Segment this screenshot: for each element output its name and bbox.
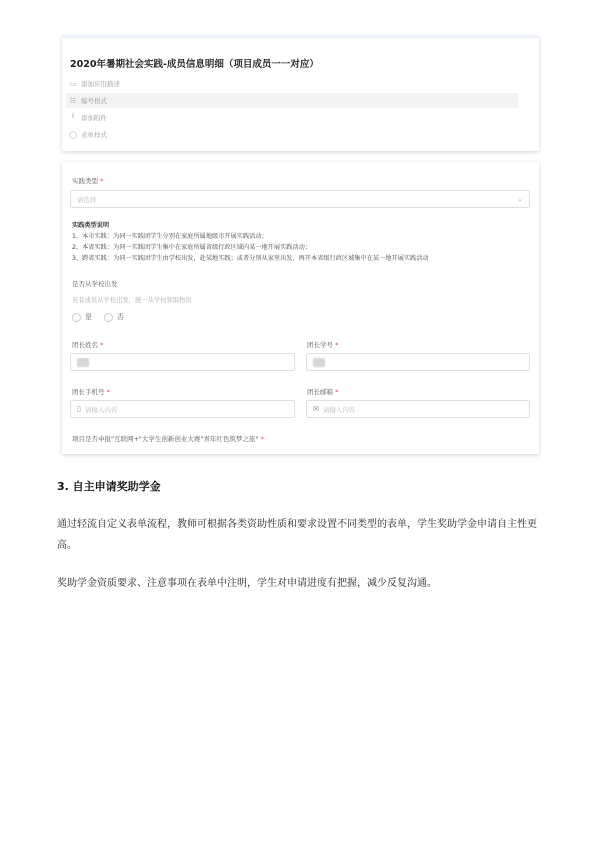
numbering-format-option[interactable] xyxy=(66,93,518,108)
description-title: 实践类型说明 xyxy=(72,222,110,229)
leader-id-input[interactable] xyxy=(306,353,530,371)
upload-icon: ⭱ xyxy=(71,112,75,120)
chevron-down-icon: ⌄ xyxy=(517,195,523,203)
style-icon: ◯ xyxy=(69,130,77,139)
radio-no[interactable] xyxy=(104,313,113,322)
depart-from-school-label: 是否从学校出发 xyxy=(72,280,118,288)
description-line: 2、本省实践：为同一实践团学生集中在家庭所属省级行政区域内某一地开展实践活动； xyxy=(72,244,312,251)
leader-name-label: 团长姓名 * xyxy=(72,341,104,349)
list-format-icon: ☷ xyxy=(69,96,77,105)
bottom-question-label: 项目是否申报"互联网+"大学生创新创业大赛"青年红色筑梦之旅" * xyxy=(72,435,264,443)
redacted-value xyxy=(77,358,89,367)
comment-icon: ▭ xyxy=(69,79,77,88)
section-heading: 3. 自主申请奖助学金 xyxy=(57,480,161,493)
leader-email-label: 团长邮箱 * xyxy=(307,388,339,396)
mail-icon: ✉ xyxy=(313,405,319,413)
leader-name-input[interactable] xyxy=(70,353,295,371)
leader-id-label: 团长学号 * xyxy=(307,341,339,349)
option-label: 编号格式 xyxy=(81,97,107,105)
add-attachment-option[interactable] xyxy=(66,110,518,125)
radio-no-label: 否 xyxy=(117,313,124,321)
description-line: 3、跨省实践：为同一实践团学生由学校出发，赴某地实践；或者分别从家里出发，再开本省级行政区域集中在某一地开展实践活动 xyxy=(72,255,429,262)
depart-radio-group xyxy=(72,312,136,322)
radio-yes[interactable] xyxy=(72,313,81,322)
option-label: 添加应用描述 xyxy=(81,80,120,88)
paragraph-2: 奖助学金资质要求、注意事项在表单中注明，学生对申请进度有把握，减少反复沟通。 xyxy=(57,578,437,589)
form-title: 2020年暑期社会实践-成员信息明细（项目成员一一对应） xyxy=(70,59,319,70)
description-line: 1、本市实践：为同一实践团学生分别在家庭所属地级市开展实践活动； xyxy=(72,233,268,240)
option-label: 表单样式 xyxy=(81,131,107,139)
leader-email-input[interactable]: ✉ 请输入内容 xyxy=(306,400,530,418)
add-description-option[interactable] xyxy=(66,76,518,91)
depart-hint: 若有成员从学校出发，统一从学校领取物资 xyxy=(72,297,192,304)
paragraph-1: 通过轻流自定义表单流程，教师可根据各类资助性质和要求设置不同类型的表单，学生奖助学金申请自主性更高。 xyxy=(57,519,537,551)
leader-phone-input[interactable]: ▯ 请输入内容 xyxy=(70,400,295,418)
form-header-card xyxy=(62,36,539,151)
leader-phone-label: 团长手机号 * xyxy=(72,388,110,396)
radio-yes-label: 是 xyxy=(85,313,92,321)
phone-icon: ▯ xyxy=(77,405,81,413)
form-body-card xyxy=(62,162,539,454)
option-label: 添加附件 xyxy=(81,114,107,122)
redacted-value xyxy=(313,358,325,367)
form-style-option[interactable] xyxy=(66,127,518,142)
practice-type-select[interactable]: 请选择 ⌄ xyxy=(70,190,530,208)
practice-type-label: 实践类型 * xyxy=(72,177,104,185)
